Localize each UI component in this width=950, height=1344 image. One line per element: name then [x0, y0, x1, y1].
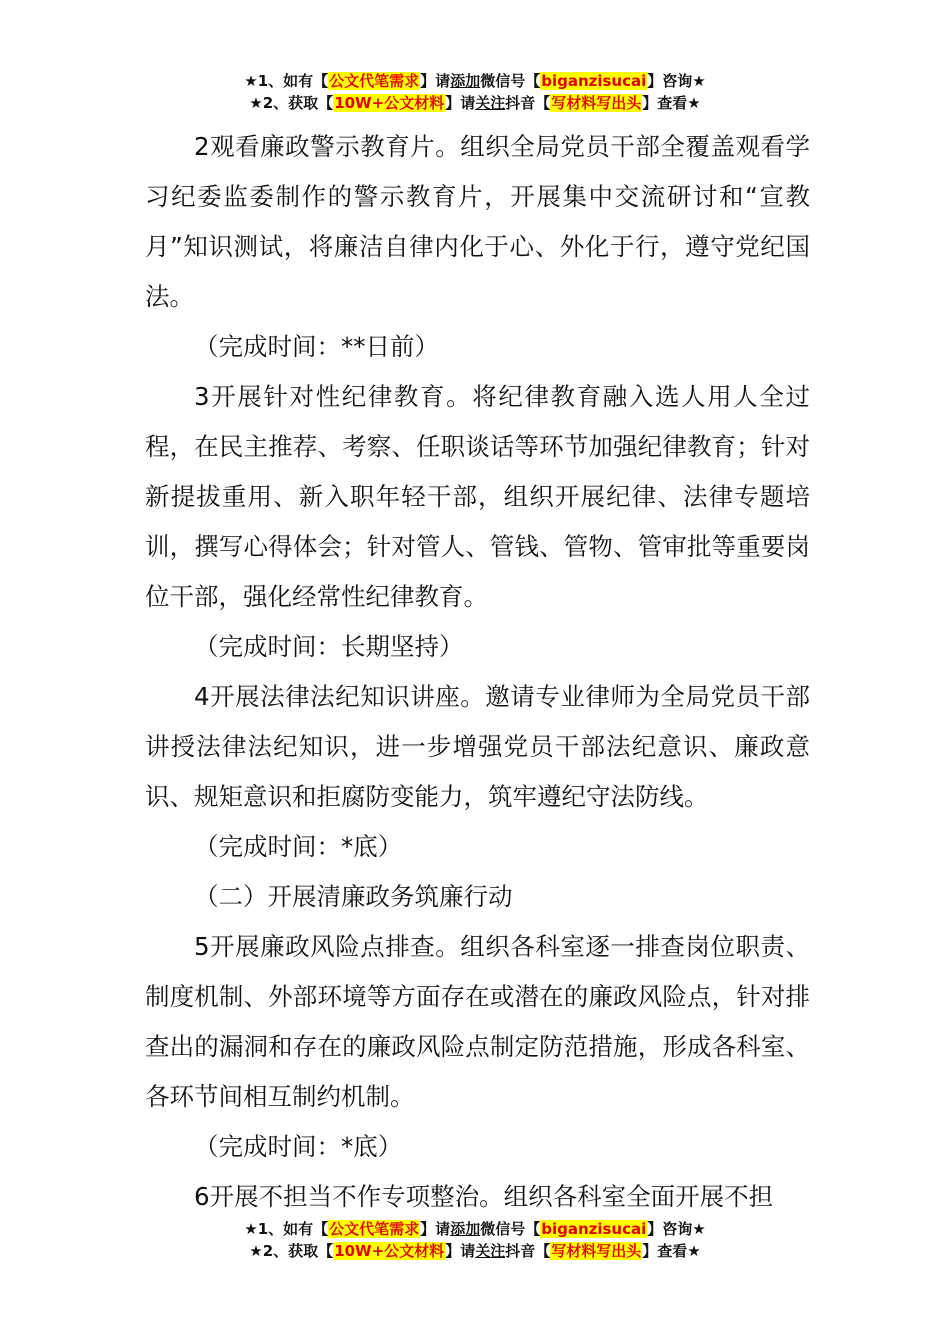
highlight-service: 公文代笔需求 — [329, 72, 420, 90]
paragraph-item-4: 4开展法律法纪知识讲座。邀请专业律师为全局党员干部讲授法律法纪知识，进一步增强党员干部法纪意识、廉政意识、规矩意识和拒腐防变能力，筑牢遵纪守法防线。 — [145, 682, 810, 811]
header-banner — [0, 70, 950, 114]
paragraph-item-2: 2观看廉政警示教育片。组织全局党员干部全覆盖观看学习纪委监委制作的警示教育片，开展集中交流研讨和“宣教月”知识测试，将廉洁自律内化于心、外化于行，遵守党纪国法。 — [145, 132, 810, 311]
banner-line-2: ★2、获取【10W+公文材料】请关注抖音【写材料写出头】查看★ — [249, 1242, 701, 1260]
highlight-wechat-id: biganzisucai — [541, 1220, 647, 1238]
document-body — [145, 122, 810, 1222]
highlight-douyin-account: 写材料写出头 — [551, 1242, 642, 1260]
section-heading: （二）开展清廉政务筑廉行动 — [194, 882, 513, 911]
highlight-wechat-id: biganzisucai — [541, 72, 647, 90]
highlight-materials: 10W+公文材料 — [334, 1242, 445, 1260]
highlight-service: 公文代笔需求 — [329, 1220, 420, 1238]
footer-banner — [0, 1218, 950, 1262]
banner-line-2: ★2、获取【10W+公文材料】请关注抖音【写材料写出头】查看★ — [249, 94, 701, 112]
banner-line-1: ★1、如有【公文代笔需求】请添加微信号【biganzisucai】咨询★ — [244, 72, 706, 90]
completion-time: （完成时间：*底） — [194, 832, 403, 861]
highlight-materials: 10W+公文材料 — [334, 94, 445, 112]
completion-time: （完成时间：长期坚持） — [194, 632, 464, 661]
completion-time: （完成时间：**日前） — [194, 332, 439, 361]
banner-line-1: ★1、如有【公文代笔需求】请添加微信号【biganzisucai】咨询★ — [244, 1220, 706, 1238]
completion-time: （完成时间：*底） — [194, 1132, 403, 1161]
paragraph-item-5: 5开展廉政风险点排查。组织各科室逐一排查岗位职责、制度机制、外部环境等方面存在或潜在的廉政风险点，针对排查出的漏洞和存在的廉政风险点制定防范措施，形成各科室、各环节间相互制约机制。 — [145, 932, 810, 1111]
paragraph-item-3: 3开展针对性纪律教育。将纪律教育融入选人用人全过程，在民主推荐、考察、任职谈话等环节加强纪律教育；针对新提拔重用、新入职年轻干部，组织开展纪律、法律专题培训，撰写心得体会；针对管人、管钱、管物、管审批等重要岗位干部，强化经常性纪律教育。 — [145, 382, 810, 611]
highlight-douyin-account: 写材料写出头 — [551, 94, 642, 112]
paragraph-item-6: 6开展不担当不作专项整治。组织各科室全面开展不担 — [194, 1182, 774, 1211]
